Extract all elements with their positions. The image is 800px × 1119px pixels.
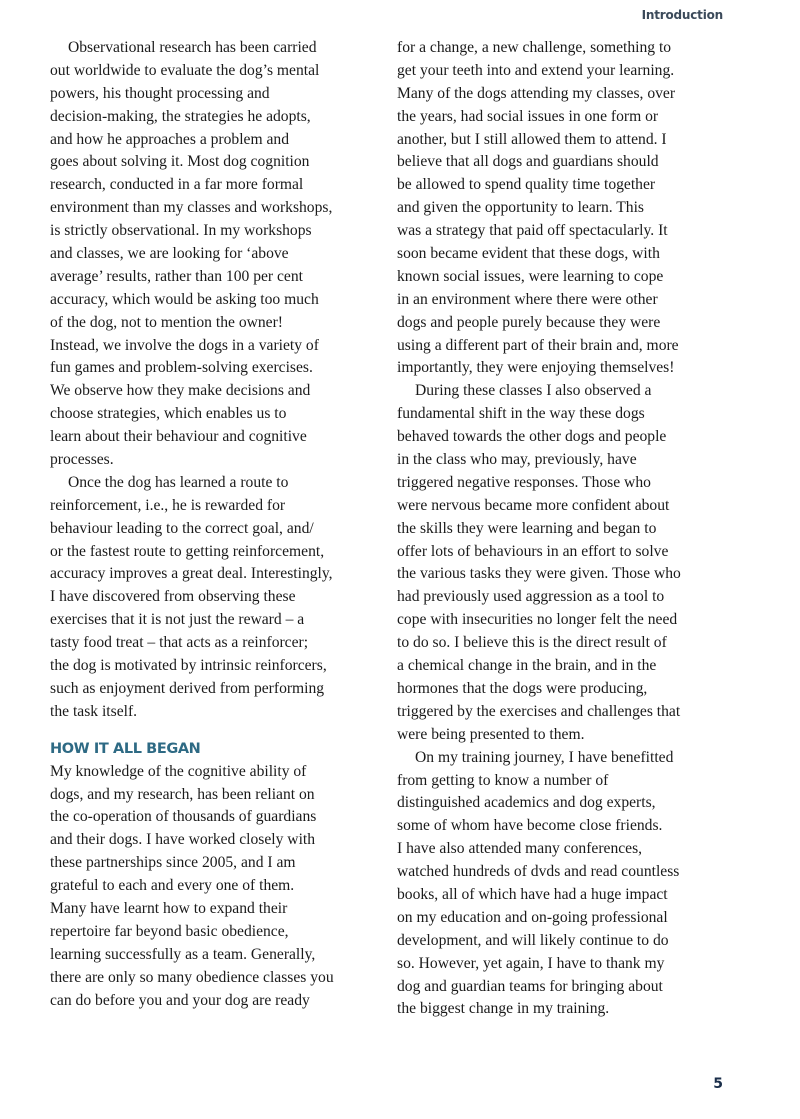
text-line: reinforcement, i.e., he is rewarded for [50, 496, 286, 514]
text-line: and classes, we are looking for ‘above [50, 245, 289, 263]
text-line: dogs and people purely because they were [397, 313, 661, 331]
text-line: the various tasks they were given. Those who [397, 565, 681, 583]
text-line: accuracy improves a great deal. Interestingly, [50, 565, 333, 583]
text-line: the task itself. [50, 702, 138, 720]
text-line: Many have learnt how to expand their [50, 899, 288, 917]
text-line: using a different part of their brain and, more [397, 336, 679, 354]
text-line: development, and will likely continue to do [397, 931, 669, 949]
text-line: fun games and problem-solving exercises. [50, 359, 313, 377]
paragraph [50, 761, 380, 1013]
text-line: out worldwide to evaluate the dog’s mental [50, 61, 320, 79]
text-line: for a change, a new challenge, something to [397, 39, 672, 56]
text-line: of the dog, not to mention the owner! [50, 313, 283, 331]
text-line: from getting to know a number of [397, 771, 609, 789]
text-line: environment than my classes and workshops, [50, 199, 333, 217]
text-line: some of whom have become close friends. [397, 817, 663, 835]
text-line: another, but I still allowed them to attend. I [397, 130, 667, 148]
text-line: We observe how they make decisions and [50, 382, 311, 400]
paragraph [50, 37, 380, 472]
text-line: offer lots of behaviours in an effort to solve [397, 542, 669, 560]
text-line: fundamental shift in the way these dogs [397, 405, 645, 423]
paragraph [397, 37, 742, 380]
text-line: such as enjoyment derived from performing [50, 679, 325, 697]
paragraph [50, 472, 380, 724]
text-line: On my training journey, I have benefitted [415, 748, 674, 766]
text-line: Instead, we involve the dogs in a variety of [50, 336, 319, 354]
paragraph [397, 747, 742, 1022]
text-line: believe that all dogs and guardians should [397, 153, 659, 171]
text-line: choose strategies, which enables us to [50, 405, 287, 423]
text-line: were being presented to them. [397, 725, 585, 743]
text-line: I have also attended many conferences, [397, 840, 643, 858]
text-line: processes. [50, 451, 114, 469]
text-line: learn about their behaviour and cognitive [50, 428, 307, 446]
text-line: the co-operation of thousands of guardians [50, 808, 317, 826]
right-column [397, 37, 742, 1021]
text-line: the years, had social issues in one form or [397, 107, 659, 125]
text-line: I have discovered from observing these [50, 588, 296, 606]
text-line: Once the dog has learned a route to [68, 473, 289, 491]
text-line: in an environment where there were other [397, 290, 658, 308]
text-line: repertoire far beyond basic obedience, [50, 922, 289, 940]
running-head: Introduction [641, 8, 723, 22]
left-column [50, 37, 380, 1012]
text-line: triggered by the exercises and challenges that [397, 702, 681, 720]
text-line: the biggest change in my training. [397, 1000, 610, 1018]
text-line: on my education and on-going professional [397, 908, 668, 926]
text-line: or the fastest route to getting reinforcement, [50, 542, 325, 560]
text-line: were nervous became more confident about [397, 496, 670, 514]
text-line: learning successfully as a team. Generally, [50, 945, 316, 963]
text-line: exercises that it is not just the reward – a [50, 611, 305, 629]
text-line: tasty food treat – that acts as a reinforcer; [50, 634, 309, 652]
text-line: these partnerships since 2005, and I am [50, 854, 296, 872]
text-line: hormones that the dogs were producing, [397, 679, 648, 697]
text-line: behaviour leading to the correct goal, and/ [50, 519, 314, 537]
text-line: the dog is motivated by intrinsic reinforcers, [50, 657, 327, 675]
text-line: to do so. I believe this is the direct result of [397, 634, 667, 652]
text-line: soon became evident that these dogs, with [397, 245, 660, 263]
text-line: behaved towards the other dogs and people [397, 428, 667, 446]
text-line: was a strategy that paid off spectacularly. It [397, 222, 668, 240]
text-line: a chemical change in the brain, and in the [397, 657, 657, 675]
text-line: and how he approaches a problem and [50, 130, 290, 148]
text-line: goes about solving it. Most dog cognition [50, 153, 310, 171]
text-line: decision-making, the strategies he adopts, [50, 107, 311, 125]
text-line: so. However, yet again, I have to thank my [397, 954, 665, 972]
text-line: known social issues, were learning to cope [397, 267, 664, 285]
text-line: watched hundreds of dvds and read countless [397, 863, 680, 881]
text-line: get your teeth into and extend your learning. [397, 61, 675, 79]
text-line: dogs, and my research, has been reliant on [50, 785, 315, 803]
paragraph [397, 380, 742, 746]
text-line: triggered negative responses. Those who [397, 473, 651, 491]
text-line: in the class who may, previously, have [397, 451, 637, 469]
text-line: books, all of which have had a huge impact [397, 885, 668, 903]
text-line: the skills they were learning and began to [397, 519, 657, 537]
text-line: cope with insecurities no longer felt the need [397, 611, 678, 629]
text-line: Many of the dogs attending my classes, over [397, 84, 676, 102]
text-line: Observational research has been carried [68, 39, 317, 56]
text-line: had previously used aggression as a tool to [397, 588, 665, 606]
text-line: and their dogs. I have worked closely with [50, 831, 316, 849]
text-line: average’ results, rather than 100 per cent [50, 267, 303, 285]
text-line: be allowed to spend quality time together [397, 176, 656, 194]
text-line: can do before you and your dog are ready [50, 991, 310, 1009]
text-line: grateful to each and every one of them. [50, 877, 295, 895]
text-line: is strictly observational. In my workshops [50, 222, 312, 240]
text-line: there are only so many obedience classes you [50, 968, 334, 986]
page-number: 5 [713, 1076, 723, 1092]
text-line: My knowledge of the cognitive ability of [50, 762, 307, 780]
text-line: importantly, they were enjoying themselves! [397, 359, 675, 377]
section-heading: HOW IT ALL BEGAN [50, 740, 201, 757]
text-line: research, conducted in a far more formal [50, 176, 304, 194]
text-line: and given the opportunity to learn. This [397, 199, 645, 217]
text-line: powers, his thought processing and [50, 84, 270, 102]
text-line: During these classes I also observed a [415, 382, 652, 400]
text-line: accuracy, which would be asking too much [50, 290, 319, 308]
text-line: dog and guardian teams for bringing about [397, 977, 663, 995]
text-line: distinguished academics and dog experts, [397, 794, 656, 812]
